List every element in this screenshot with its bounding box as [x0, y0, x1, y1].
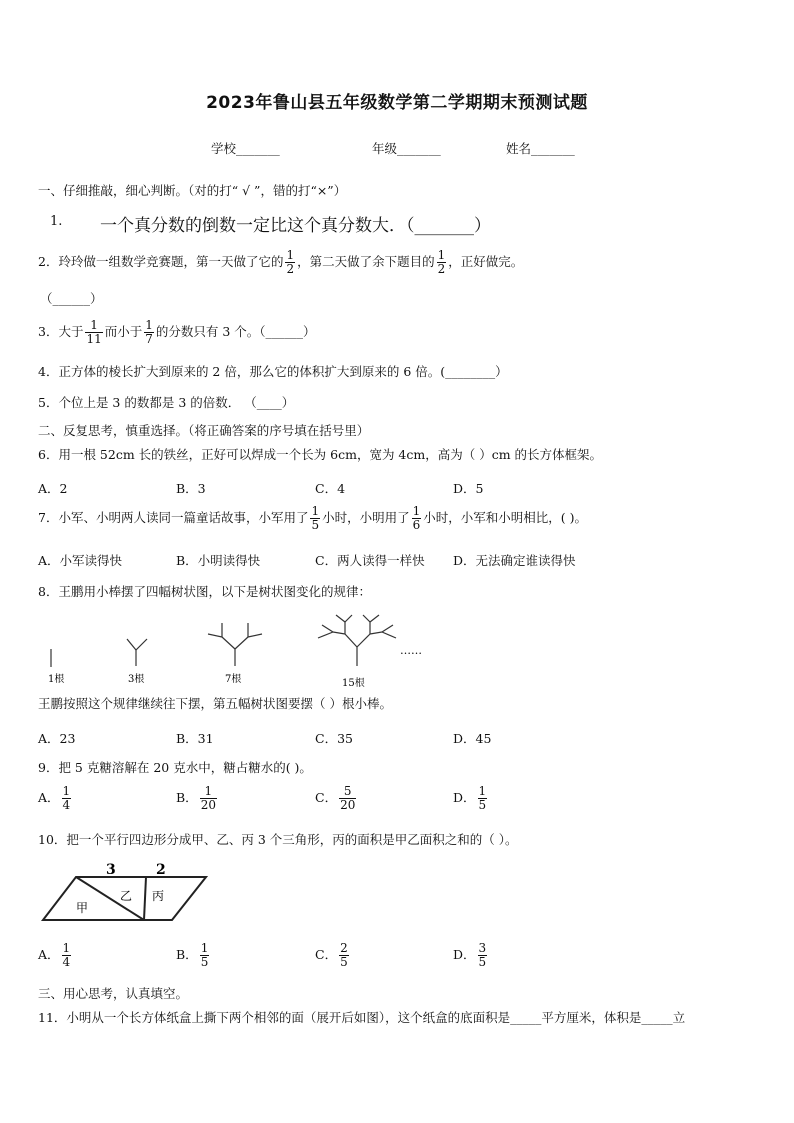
q1-number: 1.: [50, 214, 63, 229]
grade-field: 年级_______: [372, 141, 441, 156]
q7-text: 7．小军、小明两人读同一篇童话故事，小军用了 $\frac{1}{5}$ 小时，小明用了 $\frac{1}{6}$ 小时，小军和小明相比，( )。: [38, 504, 587, 532]
q7-option-a: A．小军读得快: [38, 553, 123, 568]
fraction: $\frac{1}{20}$: [200, 784, 216, 812]
q6-text: 6．用一根 52cm 长的铁丝，正好可以焊成一个长为 6cm，宽为 4cm，高为（ ）cm 的长方体框架。: [38, 447, 603, 462]
q10-option-d: D． $\frac{3}{5}$: [453, 941, 487, 969]
section-3-heading: 三、用心思考，认真填空。: [38, 986, 189, 1001]
q9-text: 9．把 5 克糖溶解在 20 克水中，糖占糖水的( )。: [38, 760, 312, 775]
fraction: $\frac{1}{7}$: [145, 318, 153, 346]
parallelogram-figure: [38, 858, 208, 928]
fraction: $\frac{1}{6}$: [412, 504, 421, 532]
tree-label-1: 1根: [48, 674, 65, 685]
page-title: 2023年鲁山县五年级数学第二学期期末预测试题: [206, 93, 588, 113]
q10-text: 10．把一个平行四边形分成甲、乙、丙 3 个三角形，丙的面积是甲乙面积之和的（ ）。: [38, 832, 518, 847]
name-field: 姓名_______: [506, 141, 575, 156]
fraction: $\frac{5}{20}$: [340, 784, 356, 812]
q3-text: 3．大于 $\frac{1}{11}$ 而小于 $\frac{1}{7}$ 的分数只有 3 个。（______）: [38, 318, 316, 346]
fraction: $\frac{1}{2}$: [437, 248, 446, 276]
q6-option-b: B．3: [176, 481, 206, 496]
q9-option-a: A． $\frac{1}{4}$: [38, 784, 71, 812]
fraction: $\frac{2}{5}$: [340, 941, 348, 969]
q2-text: 2．玲玲做一组数学竞赛题，第一天做了它的 $\frac{1}{2}$ ，第二天做了余下题目的 $\frac{1}{2}$ ，正好做完。: [38, 248, 524, 276]
region-jia: 甲: [76, 901, 89, 915]
q8-option-a: A．23: [38, 731, 76, 746]
tree-pattern-figure: [40, 612, 460, 692]
fraction: $\frac{1}{4}$: [62, 784, 71, 812]
q9-option-d: D． $\frac{1}{5}$: [453, 784, 487, 812]
tree-label-3: 7根: [225, 674, 242, 685]
q9-option-b: B． $\frac{1}{20}$: [176, 784, 216, 812]
q7-option-b: B．小明读得快: [176, 553, 261, 568]
q6-option-a: A．2: [38, 481, 68, 496]
split-line: [144, 877, 146, 920]
fraction: $\frac{1}{2}$: [286, 248, 295, 276]
region-bing: 丙: [152, 889, 165, 903]
q10-option-a: A． $\frac{1}{4}$: [38, 941, 71, 969]
section-2-heading: 二、反复思考，慎重选择。（将正确答案的序号填在括号里）: [38, 423, 370, 438]
q7-option-c: C．两人读得一样快: [315, 553, 425, 568]
fraction: $\frac{1}{5}$: [311, 504, 320, 532]
side-label-3: 3: [106, 862, 116, 878]
fraction: $\frac{1}{11}$: [86, 318, 102, 346]
region-yi: 乙: [120, 889, 133, 903]
q2-blank: （______）: [40, 291, 103, 306]
q8-option-c: C．35: [315, 731, 353, 746]
q8-option-b: B．31: [176, 731, 214, 746]
q8-option-d: D．45: [453, 731, 492, 746]
section-1-heading: 一、仔细推敲，细心判断。（对的打“ √ ”，错的打“×”）: [38, 183, 347, 198]
q1-text: 一个真分数的倒数一定比这个真分数大．（_______）: [100, 216, 491, 236]
fraction: $\frac{3}{5}$: [478, 941, 487, 969]
q4-text: 4．正方体的棱长扩大到原来的 2 倍，那么它的体积扩大到原来的 6 倍。(________）: [38, 364, 508, 379]
fraction: $\frac{1}{5}$: [478, 784, 487, 812]
fraction: $\frac{1}{4}$: [62, 941, 71, 969]
q7-option-d: D．无法确定谁读得快: [453, 553, 576, 568]
tree-label-2: 3根: [128, 674, 145, 685]
q5-text: 5．个位上是 3 的数都是 3 的倍数． （____）: [38, 395, 295, 410]
q8-question: 王鹏按照这个规律继续往下摆，第五幅树状图要摆（ ）根小棒。: [38, 696, 392, 711]
q6-option-c: C．4: [315, 481, 346, 496]
school-field: 学校_______: [211, 141, 280, 156]
q10-option-c: C． $\frac{2}{5}$: [315, 941, 348, 969]
q6-option-d: D．5: [453, 481, 484, 496]
q11-text: 11．小明从一个长方体纸盒上撕下两个相邻的面（展开后如图），这个纸盒的底面积是_____平方厘米，体积是_____立: [38, 1010, 686, 1025]
q9-option-c: C． $\frac{5}{20}$: [315, 784, 356, 812]
fraction: $\frac{1}{5}$: [200, 941, 209, 969]
side-label-2: 2: [156, 862, 166, 878]
tree-label-4: 15根: [342, 678, 365, 689]
q8-text: 8．王鹏用小棒摆了四幅树状图，以下是树状图变化的规律：: [38, 584, 371, 599]
tree-ellipsis: ……: [400, 644, 422, 657]
q10-option-b: B． $\frac{1}{5}$: [176, 941, 209, 969]
